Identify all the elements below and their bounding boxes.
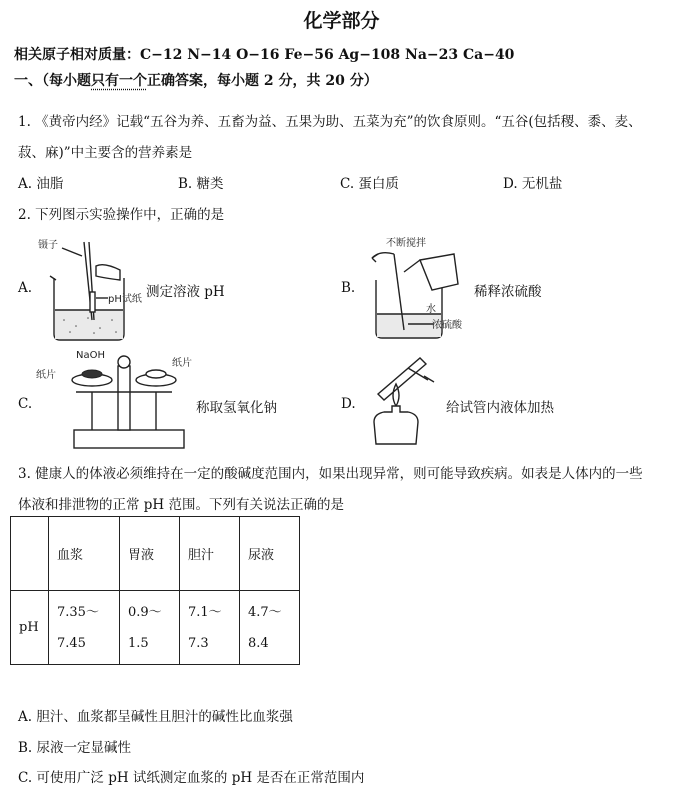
table-header-cell: 胆汁 bbox=[180, 517, 240, 591]
q2-option-c-letter[interactable]: C. bbox=[18, 396, 33, 412]
alcohol-lamp-icon bbox=[374, 406, 418, 444]
q3-option-c[interactable]: C. 可使用广泛 pH 试纸测定血浆的 pH 是否在正常范围内 bbox=[18, 770, 365, 786]
cell-line: 7.45 bbox=[57, 635, 86, 651]
table-header-cell: 血浆 bbox=[49, 517, 120, 591]
q2-option-c-caption: 称取氢氧化钠 bbox=[196, 400, 277, 416]
ph-range-table bbox=[10, 516, 300, 665]
section-suffix: 正确答案，每小题 2 分，共 20 分） bbox=[147, 73, 378, 89]
balance-base bbox=[74, 430, 184, 448]
naoh-label: NaOH bbox=[76, 350, 105, 361]
q2-option-b-letter[interactable]: B. bbox=[341, 280, 356, 296]
table-header-cell: 胃液 bbox=[120, 517, 180, 591]
q1-line-2: 菽、麻)”中主要含的营养素是 bbox=[18, 145, 193, 161]
table-header-cell bbox=[11, 517, 49, 591]
tweezers-label: 镊子 bbox=[38, 240, 58, 251]
table-header-cell: 尿液 bbox=[240, 517, 300, 591]
q2-option-a-caption: 测定溶液 pH bbox=[146, 284, 225, 300]
table-header-row bbox=[11, 517, 300, 591]
q1-option-b[interactable]: B. 糖类 bbox=[178, 176, 224, 192]
cell-line: 0.9～ bbox=[128, 604, 162, 620]
table-cell bbox=[180, 591, 240, 665]
test-tube-icon bbox=[378, 358, 426, 400]
solution-fill-a bbox=[55, 310, 123, 339]
table-cell bbox=[49, 591, 120, 665]
ph-paper-icon bbox=[90, 292, 95, 312]
ph-test-illustration bbox=[32, 232, 152, 344]
naoh-pile bbox=[82, 370, 102, 378]
cell-line: 7.3 bbox=[188, 635, 209, 651]
q3-line-1: 3. 健康人的体液必须维持在一定的酸碱度范围内，如果出现异常，则可能导致疾病。如表是人体内的一些 bbox=[18, 466, 643, 482]
table-cell bbox=[120, 591, 180, 665]
q1-line-1: 1. 《黄帝内经》记载“五谷为养、五畜为益、五果为助、五菜为充”的饮食原则。“五谷(包括稷、黍、麦、 bbox=[18, 114, 642, 130]
page-title: 化学部分 bbox=[303, 10, 380, 32]
q3-option-b[interactable]: B. 尿液一定显碱性 bbox=[18, 740, 132, 756]
q2-option-d-letter[interactable]: D. bbox=[341, 396, 356, 412]
hand-icon bbox=[96, 265, 120, 280]
test-tube-holder bbox=[408, 368, 428, 380]
cell-line: 4.7～ bbox=[248, 604, 282, 620]
q1-option-d[interactable]: D. 无机盐 bbox=[503, 176, 563, 192]
q1-option-a[interactable]: A. 油脂 bbox=[18, 176, 64, 192]
cell-line: 8.4 bbox=[248, 635, 269, 651]
water-label: 水 bbox=[426, 304, 436, 315]
cell-line: 1.5 bbox=[128, 635, 149, 651]
paper-label-right: 纸片 bbox=[172, 358, 192, 369]
ph-paper-label: pH试纸 bbox=[108, 294, 142, 305]
atomic-mass-line: 相关原子相对质量：C−12 N−14 O−16 Fe−56 Ag−108 Na−23 Ca−40 bbox=[14, 47, 515, 63]
paper-label-left: 纸片 bbox=[36, 370, 56, 381]
balance-illustration bbox=[36, 348, 196, 452]
q1-option-c[interactable]: C. 蛋白质 bbox=[340, 176, 399, 192]
table-row bbox=[11, 591, 300, 665]
section-prefix: 一、（每小题 bbox=[14, 73, 91, 89]
q2-option-b-caption: 稀释浓硫酸 bbox=[474, 284, 542, 300]
q2-option-a-letter[interactable]: A. bbox=[18, 280, 33, 296]
q2-stem: 2. 下列图示实验操作中，正确的是 bbox=[18, 207, 225, 223]
dilute-acid-illustration bbox=[358, 232, 470, 342]
table-row-label: pH bbox=[11, 591, 49, 665]
q3-line-2: 体液和排泄物的正常 pH 范围。下列有关说法正确的是 bbox=[18, 497, 344, 513]
q2-option-d-caption: 给试管内液体加热 bbox=[446, 400, 554, 416]
q3-option-a[interactable]: A. 胆汁、血浆都呈碱性且胆汁的碱性比血浆强 bbox=[18, 709, 293, 725]
cell-line: 7.1～ bbox=[188, 604, 222, 620]
section-emphasis: 只有一个 bbox=[91, 73, 147, 89]
stirring-label: 不断搅拌 bbox=[386, 238, 426, 249]
heating-test-tube-illustration bbox=[358, 352, 442, 448]
balance-pillar bbox=[118, 366, 130, 430]
table-cell bbox=[240, 591, 300, 665]
section-heading bbox=[14, 70, 378, 90]
acid-label: 浓硫酸 bbox=[432, 320, 462, 331]
pouring-beaker-icon bbox=[420, 254, 458, 290]
cell-line: 7.35～ bbox=[57, 604, 99, 620]
